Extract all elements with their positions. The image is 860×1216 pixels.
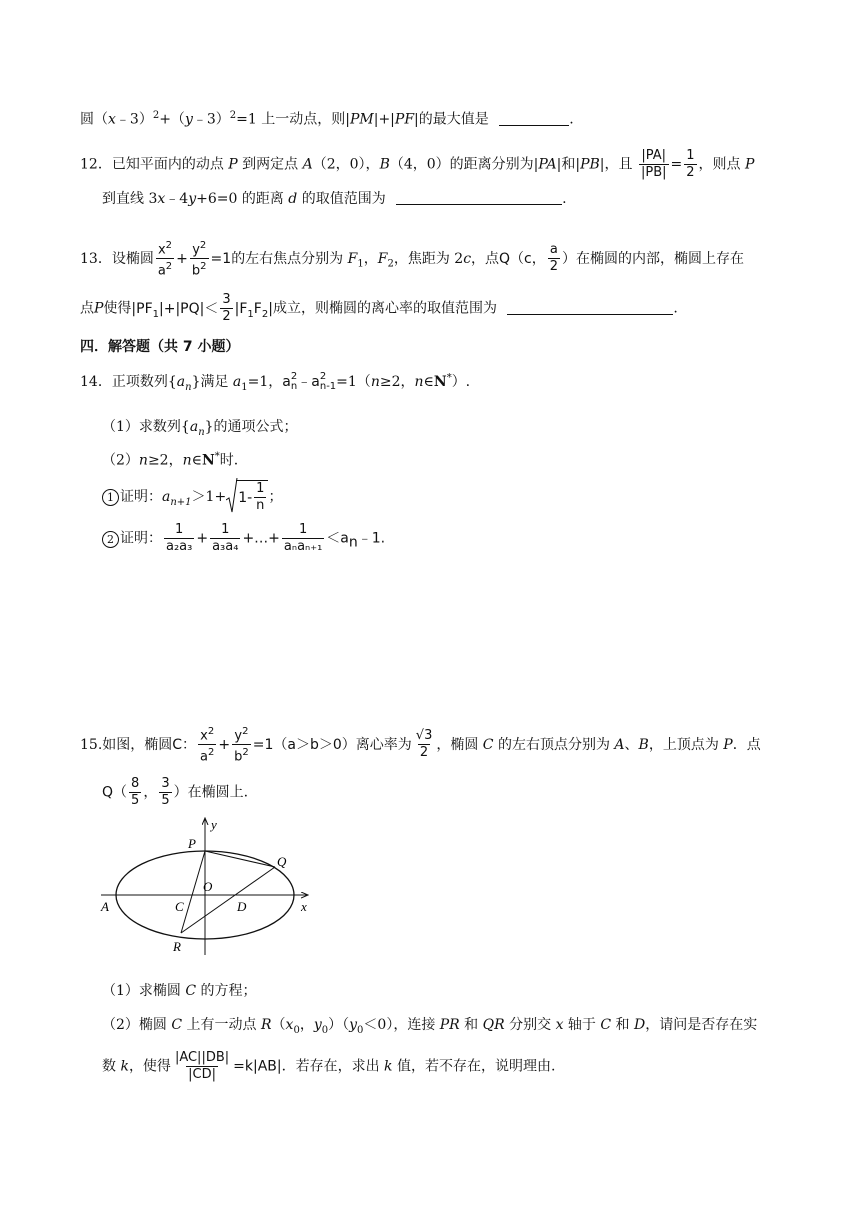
text: ，则点 (698, 156, 745, 173)
q15-line1 (80, 724, 761, 766)
text: ）. (451, 374, 471, 390)
text: ．若存在，求出 (281, 1058, 385, 1075)
q12-line1 (80, 148, 754, 181)
ellipse-term-x (198, 724, 216, 766)
var-f1: F (347, 250, 358, 267)
denominator: a (157, 263, 166, 279)
text: =1（a＞b＞0） (252, 736, 356, 753)
numerator: y (234, 728, 243, 744)
text: =1， (247, 374, 283, 390)
q-y-frac (159, 776, 171, 809)
text: 1- (238, 489, 253, 506)
var-c: C (482, 736, 494, 753)
numerator: 3 (222, 292, 231, 307)
text: ﹣ (297, 374, 312, 390)
label-d: D (237, 899, 247, 914)
var-c: C (600, 1017, 612, 1033)
denominator: a₃a₄ (212, 539, 239, 554)
text: 设椭圆 (111, 250, 154, 267)
var-p: P (723, 736, 733, 753)
text: 离心率为 (355, 736, 412, 753)
denominator: 2 (686, 165, 695, 180)
var-r: R (260, 1017, 272, 1033)
text: 和 (611, 1017, 635, 1033)
section-heading: 四．解答题（共 7 小题） (80, 339, 240, 355)
text: 点 (80, 300, 94, 317)
numerator: x (157, 242, 166, 258)
q12-line2 (102, 192, 567, 206)
subscript: n (185, 381, 192, 393)
text: ，点 (471, 250, 500, 267)
numerator: a (549, 242, 558, 258)
text: 圆（ (80, 111, 108, 128)
q-x-frac (129, 776, 141, 809)
var-a: a (232, 374, 242, 390)
label-c: C (175, 899, 184, 914)
sqrt-expression (226, 480, 268, 514)
text: |+|PQ|＜ (159, 300, 219, 317)
q14-part2 (102, 452, 238, 468)
radical-sign (226, 478, 238, 514)
circled-number: 1 (102, 489, 119, 506)
denominator: b (191, 263, 201, 279)
var-a: a (176, 374, 186, 390)
text: ，椭圆 (436, 736, 483, 753)
numerator: √3 (415, 728, 433, 744)
text: 时. (219, 452, 239, 469)
text: 到直线 3 (102, 191, 158, 207)
answer-blank (499, 113, 569, 126)
var-p: P (228, 156, 238, 173)
text: ，请问是否存在实 (645, 1017, 758, 1033)
text: }的通项公式； (204, 419, 298, 435)
var-qr: QR (482, 1017, 505, 1033)
subscript: 1 (241, 381, 248, 393)
exponent: 2 (229, 110, 237, 121)
text: 已知平面内的动点 (111, 156, 229, 173)
question-number: 12． (80, 156, 112, 173)
exponent: 2 (207, 726, 215, 737)
segment-pq (205, 851, 275, 867)
denominator: aₙaₙ₊₁ (283, 539, 323, 554)
q15-part1 (102, 984, 257, 998)
denominator: 2 (549, 259, 559, 275)
numerator: |AC||DB| (174, 1050, 230, 1065)
text: ，焦距为 2 (393, 250, 464, 267)
var-pm: PM (349, 111, 374, 128)
set-n: N (202, 452, 215, 469)
exponent: * (446, 372, 452, 384)
text: +…+ (242, 530, 280, 547)
var-c: c (463, 250, 472, 267)
var-c: C (171, 1017, 183, 1033)
text: =k|AB| (233, 1058, 282, 1075)
text: +6=0 的距离 (196, 191, 289, 207)
text: Q（ (102, 784, 128, 801)
text: 的左右顶点分别为 (493, 736, 615, 753)
text: （2，0）， (312, 156, 380, 173)
q15-line2 (102, 776, 248, 809)
text: ．点 (732, 736, 761, 753)
text: 分别交 (504, 1017, 556, 1033)
denominator: b (234, 749, 243, 765)
var-c: C (185, 983, 197, 999)
text: ， (143, 784, 158, 801)
text: （2）椭圆 (102, 1017, 172, 1033)
text: |的最大值是 (414, 111, 489, 128)
subscript: n+1 (170, 496, 192, 508)
exponent: 2 (165, 240, 173, 251)
subscript: 0 (321, 1024, 329, 1036)
exponent: 2 (208, 747, 215, 759)
text: 值，若不存在，说明理由. (392, 1058, 556, 1075)
var-x: x (555, 1017, 564, 1033)
text: F (253, 300, 262, 317)
exponent: 2 (165, 261, 173, 273)
text: Q（c， (499, 250, 546, 267)
var-y: y (184, 111, 193, 128)
denominator: a (200, 749, 209, 765)
exponent: 2 (200, 261, 207, 273)
var-n: n (414, 374, 424, 390)
subscript: n (198, 426, 205, 438)
var-d: D (634, 1017, 646, 1033)
var-y: y (313, 1017, 322, 1033)
text: ） (173, 784, 188, 801)
text: 证明： (120, 489, 162, 505)
var-a: a (189, 419, 199, 435)
text: a (311, 374, 320, 390)
text: ﹣3） (192, 111, 230, 128)
exponent: 2 (242, 747, 249, 759)
text: |，且 (599, 156, 633, 173)
numerator: 1 (175, 522, 184, 537)
numerator: 8 (131, 776, 140, 791)
text: + (218, 736, 231, 753)
text: （1）求椭圆 (102, 983, 186, 999)
text: |F (234, 300, 248, 317)
exponent: * (214, 451, 220, 462)
text: 、 (624, 736, 639, 753)
one-over-n (254, 481, 266, 514)
text: + (196, 530, 209, 547)
var-x: x (157, 191, 166, 207)
text: 的左右焦点分别为 (231, 250, 348, 267)
var-k: k (120, 1058, 129, 1075)
text: ＞1+ (191, 489, 227, 505)
text: ≥2， (379, 374, 415, 390)
var-pa: PA (538, 156, 557, 173)
text: ，上顶点为 (648, 736, 724, 753)
var-n: n (370, 374, 380, 390)
text: ∈ (423, 374, 434, 390)
text: =1（ (336, 374, 371, 390)
q14-stem (80, 372, 470, 393)
text: |和| (556, 156, 581, 173)
label-r: R (173, 939, 181, 954)
question-number: 15. (80, 736, 103, 753)
text: . (562, 191, 567, 207)
denominator: 2 (222, 309, 231, 324)
circled-number: 2 (102, 531, 119, 548)
half-fraction (684, 148, 696, 181)
text: 上有一动点 (182, 1017, 261, 1033)
var-y: y (349, 1017, 358, 1033)
subscript: 0 (357, 1024, 364, 1036)
label-y: y (211, 817, 217, 832)
numerator: 1 (686, 148, 695, 163)
ellipse-term-y (232, 724, 251, 766)
numerator: y (192, 242, 200, 258)
subscript: 2 (261, 308, 269, 320)
text: 成立，则椭圆的离心率的取值范围为 (272, 300, 497, 317)
three-halves (220, 292, 232, 325)
answer-blank (507, 302, 673, 315)
text: ， (299, 1017, 314, 1033)
text: = (670, 156, 683, 173)
text: 和 (459, 1017, 483, 1033)
recurrence (282, 372, 336, 392)
subscript: 1 (247, 308, 254, 320)
label-a: A (101, 899, 109, 914)
question-number: 13． (80, 250, 112, 267)
exponent: 2 (242, 726, 249, 737)
denominator: n (256, 498, 265, 513)
text: ，使得 (128, 1058, 171, 1075)
var-k: k (384, 1058, 393, 1075)
subscript: n (348, 534, 358, 551)
ellipse-term-x (156, 238, 174, 280)
numerator: 1 (298, 522, 308, 537)
subscript: 0 (293, 1024, 300, 1036)
text: ＜0），连接 (363, 1017, 440, 1033)
text: 数 (102, 1058, 121, 1075)
subscript: 1 (357, 258, 364, 270)
exponent: 2 (199, 240, 207, 251)
text: （2） (102, 452, 139, 469)
numerator: 3 (161, 776, 170, 791)
var-a: A (302, 156, 313, 173)
denominator: 5 (131, 793, 140, 808)
text: ﹣1. (357, 530, 386, 547)
label-p: P (188, 836, 196, 851)
label-x: x (301, 899, 307, 914)
numerator: x (200, 728, 208, 744)
var-b: B (379, 156, 390, 173)
text: ， (363, 250, 378, 267)
exponent: 2 (290, 371, 298, 382)
numerator: |PA| (641, 148, 667, 163)
var-d: d (288, 191, 298, 207)
q14-sub2 (102, 522, 385, 555)
term-frac-2 (210, 522, 240, 555)
text: =1 (210, 250, 232, 267)
point-q-frac (548, 242, 560, 275)
text: 在椭圆上. (187, 784, 249, 801)
denominator: 2 (419, 745, 429, 761)
var-f2: F (377, 250, 388, 267)
var-a: a (162, 489, 171, 505)
label-q: Q (277, 854, 287, 869)
term-frac-3 (282, 522, 324, 555)
text: 正项数列{ (111, 374, 177, 390)
text: 的取值范围为 (297, 191, 386, 207)
q11-tail-line (80, 111, 574, 127)
q14-part1 (102, 420, 298, 438)
q13-line1 (80, 238, 744, 280)
ellipse-term-y (190, 238, 209, 280)
exponent: 2 (319, 371, 327, 382)
var-a: A (614, 736, 625, 753)
text: 的方程； (196, 983, 257, 999)
text: ∈ (191, 452, 202, 469)
ratio-fraction (173, 1050, 231, 1083)
q15-part2-line2 (102, 1050, 555, 1083)
subscript: n-1 (319, 381, 337, 392)
set-n: N (433, 374, 447, 390)
text: =1 上一动点，则| (236, 111, 350, 128)
subscript: 2 (387, 258, 394, 270)
text: 使得 (103, 300, 132, 317)
text: a (282, 374, 291, 390)
var-y: y (188, 191, 197, 207)
var-n: n (182, 452, 192, 469)
var-n: n (138, 452, 148, 469)
denominator: |PB| (640, 165, 667, 180)
text: （4，0）的距离分别为| (389, 156, 539, 173)
var-p: P (744, 156, 755, 173)
text: + (176, 250, 188, 267)
inequality (131, 300, 219, 320)
subscript: 1 (152, 308, 160, 320)
text: （1）求数列{ (102, 419, 190, 435)
ellipse-figure (95, 815, 325, 965)
answer-blank (396, 192, 562, 205)
q14-sub1 (102, 480, 282, 514)
text: 在椭圆的内部，椭圆上存在 (576, 250, 745, 267)
text: ﹣3） (115, 111, 153, 128)
var-x: x (108, 111, 116, 128)
text: . (569, 111, 574, 128)
text: ≥2， (147, 452, 183, 469)
text: 轴于 (563, 1017, 601, 1033)
text: 证明： (120, 530, 162, 547)
numerator: 1 (221, 522, 230, 537)
subscript: n (290, 381, 298, 392)
var-pr: PR (439, 1017, 460, 1033)
text: 如图，椭圆 (102, 736, 173, 753)
numerator: 1 (256, 481, 265, 496)
segment-qr (181, 867, 275, 933)
text: 到两定点 (237, 156, 303, 173)
q13-line2 (80, 292, 678, 325)
text: . (673, 300, 678, 317)
denominator: 5 (161, 793, 170, 808)
exponent: 2 (152, 110, 160, 121)
label-o: O (203, 879, 213, 894)
term-frac-1 (164, 522, 194, 555)
denominator: |CD| (188, 1067, 216, 1082)
var-p: P (94, 300, 104, 317)
text: ）（ (328, 1017, 350, 1033)
var-x: x (285, 1017, 294, 1033)
text: ＜a (326, 530, 349, 547)
text: +（ (159, 111, 185, 128)
denominator: a₂a₃ (166, 539, 193, 554)
text: （ (271, 1017, 286, 1033)
question-number: 14． (80, 374, 112, 390)
text: |+| (373, 111, 395, 128)
text: | (268, 300, 273, 317)
segment-pr (181, 851, 205, 933)
text: |PF (131, 300, 153, 317)
var-pb: PB (580, 156, 600, 173)
ratio-fraction (639, 148, 669, 181)
text: C： (172, 736, 197, 753)
text: }满足 (191, 374, 233, 390)
text: ﹣4 (165, 191, 189, 207)
inequality-rhs (234, 300, 273, 320)
text: ） (562, 250, 577, 267)
text: ； (268, 489, 283, 505)
var-pf: PF (394, 111, 415, 128)
q15-part2 (102, 1018, 757, 1036)
eccentricity-frac (414, 728, 435, 761)
var-b: B (638, 736, 649, 753)
